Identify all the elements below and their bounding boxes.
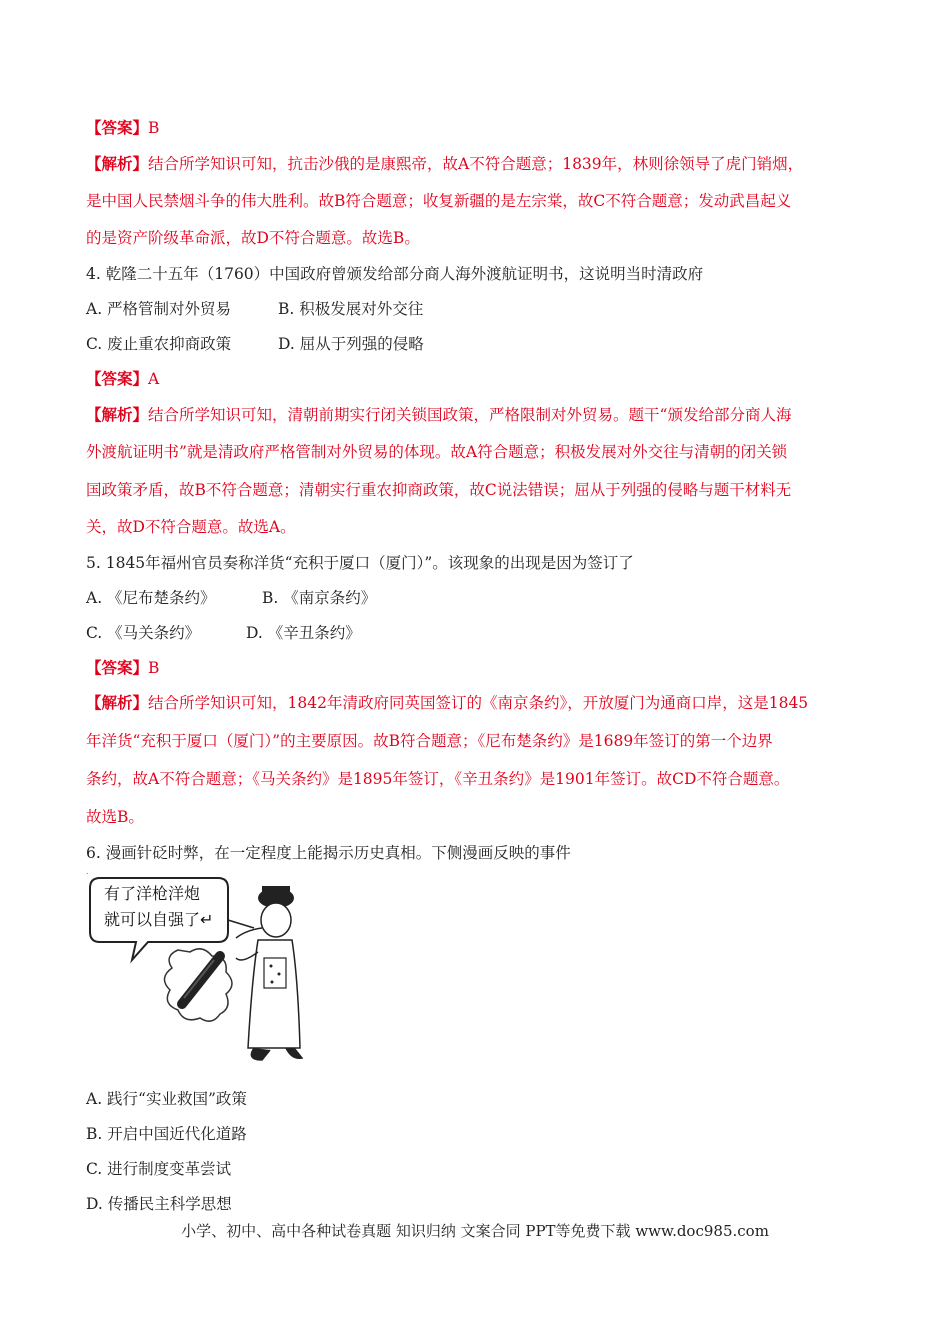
q6-option-a: A. 践行“实业救国”政策 bbox=[86, 1090, 247, 1108]
q5-analysis-line-3: 条约，故A不符合题意；《马关条约》是1895年签订，《辛丑条约》是1901年签订。故CD不符合题意。 bbox=[86, 770, 790, 788]
cartoon-image bbox=[86, 868, 346, 1078]
q4-analysis-line-4: 关，故D不符合题意。故选A。 bbox=[86, 518, 296, 536]
q4-option-a: A. 严格管制对外贸易 bbox=[86, 300, 232, 318]
q5-analysis-line-1: 【解析】结合所学知识可知，1842年清政府同英国签订的《南京条约》，开放厦门为通商口岸，这是1845 bbox=[86, 693, 809, 712]
q3-answer bbox=[86, 117, 876, 139]
q4-option-c: C. 废止重农抑商政策 bbox=[86, 335, 232, 353]
q5-answer bbox=[86, 657, 876, 679]
q6-stem: 6. 漫画针砭时弊，在一定程度上能揭示历史真相。下侧漫画反映的事件 bbox=[86, 844, 571, 862]
page-footer: 小学、初中、高中各种试卷真题 知识归纳 文案合同 PPT等免费下载 www.doc985.com bbox=[181, 1222, 769, 1240]
q3-analysis-line-2: 是中国人民禁烟斗争的伟大胜利。故B符合题意；收复新疆的是左宗棠，故C不符合题意；发动武昌起义 bbox=[86, 192, 792, 210]
q5-option-b: B. 《南京条约》 bbox=[262, 589, 377, 607]
analysis-tag: 【解析】 bbox=[86, 154, 149, 173]
answer-value: B bbox=[148, 119, 160, 137]
q5-analysis-line-2: 年洋货“充积于厦口（厦门）”的主要原因。故B符合题意；《尼布楚条约》是1689年签订的第一个边界 bbox=[86, 732, 773, 750]
q5-analysis-line-4: 故选B。 bbox=[86, 808, 144, 826]
svg-text:.: . bbox=[86, 868, 89, 876]
q4-option-d: D. 屈从于列强的侵略 bbox=[278, 335, 424, 353]
q3-analysis-line-1: 【解析】结合所学知识可知，抗击沙俄的是康熙帝，故A不符合题意；1839年，林则徐领导了虎门销烟， bbox=[86, 154, 804, 173]
q4-analysis-line-3: 国政策矛盾，故B不符合题意；清朝实行重农抑商政策，故C说法错误；屈从于列强的侵略与题干材料无 bbox=[86, 481, 792, 499]
q6-option-c: C. 进行制度变革尝试 bbox=[86, 1160, 232, 1178]
q5-option-a: A. 《尼布楚条约》 bbox=[86, 589, 216, 607]
answer-value: A bbox=[148, 370, 160, 388]
q4-option-b: B. 积极发展对外交往 bbox=[278, 300, 424, 318]
q5-stem: 5. 1845年福州官员奏称洋货“充积于厦口（厦门）”。该现象的出现是因为签订了 bbox=[86, 554, 634, 572]
q4-analysis-line-2: 外渡航证明书”就是清政府严格管制对外贸易的体现。故A符合题意；积极发展对外交往与清朝的闭关锁 bbox=[86, 443, 788, 461]
q4-stem: 4. 乾隆二十五年（1760）中国政府曾颁发给部分商人海外渡航证明书，这说明当时清政府 bbox=[86, 265, 704, 283]
analysis-tag: 【解析】 bbox=[86, 405, 149, 424]
answer-tag: 【答案】 bbox=[86, 658, 149, 677]
q6-option-d: D. 传播民主科学思想 bbox=[86, 1195, 232, 1213]
analysis-tag: 【解析】 bbox=[86, 693, 149, 712]
q5-option-d: D. 《辛丑条约》 bbox=[246, 624, 361, 642]
q4-answer bbox=[86, 368, 876, 390]
bubble-line-1: 有了洋枪洋炮 bbox=[104, 884, 201, 903]
q4-analysis-line-1: 【解析】结合所学知识可知，清朝前期实行闭关锁国政策，严格限制对外贸易。题干“颁发给部分商人海 bbox=[86, 405, 792, 424]
answer-tag: 【答案】 bbox=[86, 369, 149, 388]
answer-value: B bbox=[148, 659, 160, 677]
q5-option-c: C. 《马关条约》 bbox=[86, 624, 201, 642]
q3-analysis-line-3: 的是资产阶级革命派，故D不符合题意。故选B。 bbox=[86, 229, 420, 247]
q6-option-b: B. 开启中国近代化道路 bbox=[86, 1125, 247, 1143]
answer-tag: 【答案】 bbox=[86, 118, 149, 137]
bubble-line-2: 就可以自强了↵ bbox=[104, 910, 214, 929]
